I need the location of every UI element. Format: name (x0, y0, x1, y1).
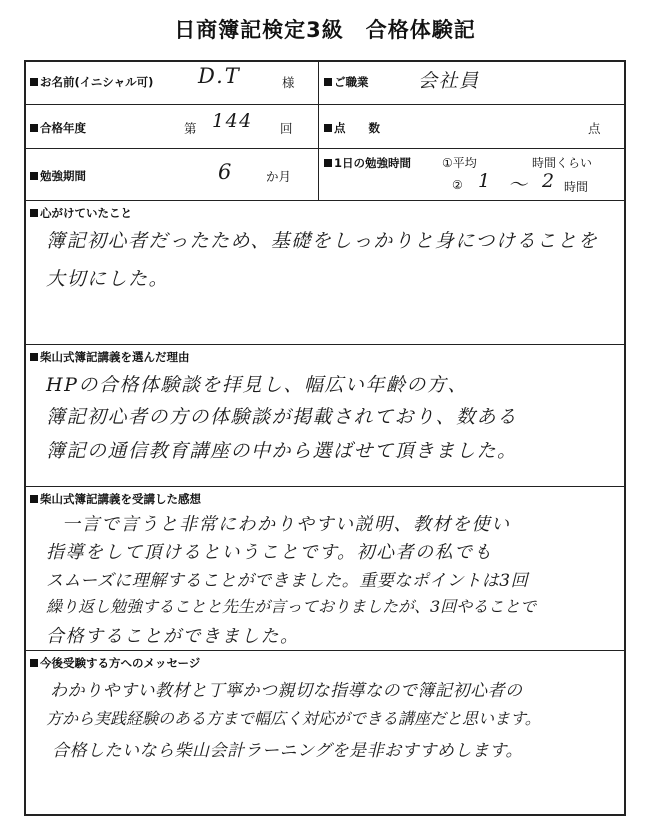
job-value: 会社員 (418, 70, 480, 92)
bullet-square-icon (30, 78, 38, 86)
year-suffix: 回 (280, 121, 293, 136)
daily-range-to: 2 (542, 170, 556, 192)
section-impression-line: 合格することができました。 (46, 626, 300, 647)
bullet-square-icon (324, 124, 332, 132)
period-label: 勉強期間 (30, 168, 86, 184)
period-suffix: か月 (266, 169, 292, 184)
row-divider (24, 148, 626, 149)
year-label: 合格年度 (30, 120, 86, 136)
section-label-impression: 柴山式簿記講義を受講した感想 (30, 491, 201, 507)
section-impression-line: 一言で言うと非常にわかりやすい説明、教材を使い (62, 514, 511, 535)
column-divider (318, 60, 319, 200)
bullet-square-icon (30, 495, 38, 503)
section-label-mindset: 心がけていたこと (30, 205, 132, 221)
section-message-line: 方から実践経験のある方まで幅広く対応ができる講座だと思います。 (46, 709, 541, 728)
bullet-square-icon (30, 209, 38, 217)
daily-range-from: 1 (478, 170, 492, 192)
section-impression-line: スムーズに理解することができました。重要なポイントは3回 (46, 571, 529, 591)
score-label: 点 数 (324, 120, 380, 136)
bullet-square-icon (30, 124, 38, 132)
score-suffix: 点 (588, 121, 601, 136)
section-mindset-line: 簿記初心者だったため、基礎をしっかりと身につけることを (46, 230, 599, 252)
daily-range-separator: ～ (508, 174, 529, 196)
daily-range-prefix: ② (452, 178, 463, 192)
period-value: 6 (218, 160, 234, 184)
bullet-square-icon (324, 78, 332, 86)
daily-avg-suffix: 時間くらい (532, 156, 593, 170)
name-value: D.T (198, 64, 241, 88)
section-label-message: 今後受験する方へのメッセージ (30, 655, 200, 671)
daily-avg-label: ①平均 (442, 156, 477, 170)
daily-study-label: 1日の勉強時間 (324, 155, 411, 171)
bullet-square-icon (30, 172, 38, 180)
row-divider (24, 104, 626, 105)
section-label-reason: 柴山式簿記講義を選んだ理由 (30, 349, 190, 365)
year-value: 144 (212, 110, 253, 132)
bullet-square-icon (30, 353, 38, 361)
name-suffix: 様 (282, 75, 295, 90)
job-label: ご職業 (324, 74, 369, 90)
section-impression-line: 指導をして頂けるということです。初心者の私でも (46, 542, 494, 563)
bullet-square-icon (324, 159, 332, 167)
section-divider (24, 486, 626, 487)
section-impression-line: 繰り返し勉強することと先生が言っておりましたが、3回やることで (46, 597, 537, 616)
year-prefix: 第 (184, 121, 197, 136)
section-divider (24, 344, 626, 345)
row-divider (24, 200, 626, 201)
daily-range-suffix: 時間 (564, 180, 589, 194)
section-message-line: 合格したいなら柴山会計ラーニングを是非おすすめします。 (52, 741, 523, 761)
name-label: お名前(イニシャル可) (30, 74, 153, 90)
section-reason-line: 簿記初心者の方の体験談が掲載されており、数ある (46, 406, 518, 428)
section-message-line: わかりやすい教材と丁寧かつ親切な指導なので簿記初心者の (50, 681, 523, 701)
section-divider (24, 650, 626, 651)
section-reason-line: 簿記の通信教育講座の中から選ばせて頂きました。 (46, 440, 518, 462)
section-reason-line: HPの合格体験談を拝見し、幅広い年齢の方、 (46, 374, 468, 396)
bullet-square-icon (30, 659, 38, 667)
section-mindset-line: 大切にした。 (46, 268, 170, 290)
page-title: 日商簿記検定3級 合格体験記 (174, 18, 476, 42)
